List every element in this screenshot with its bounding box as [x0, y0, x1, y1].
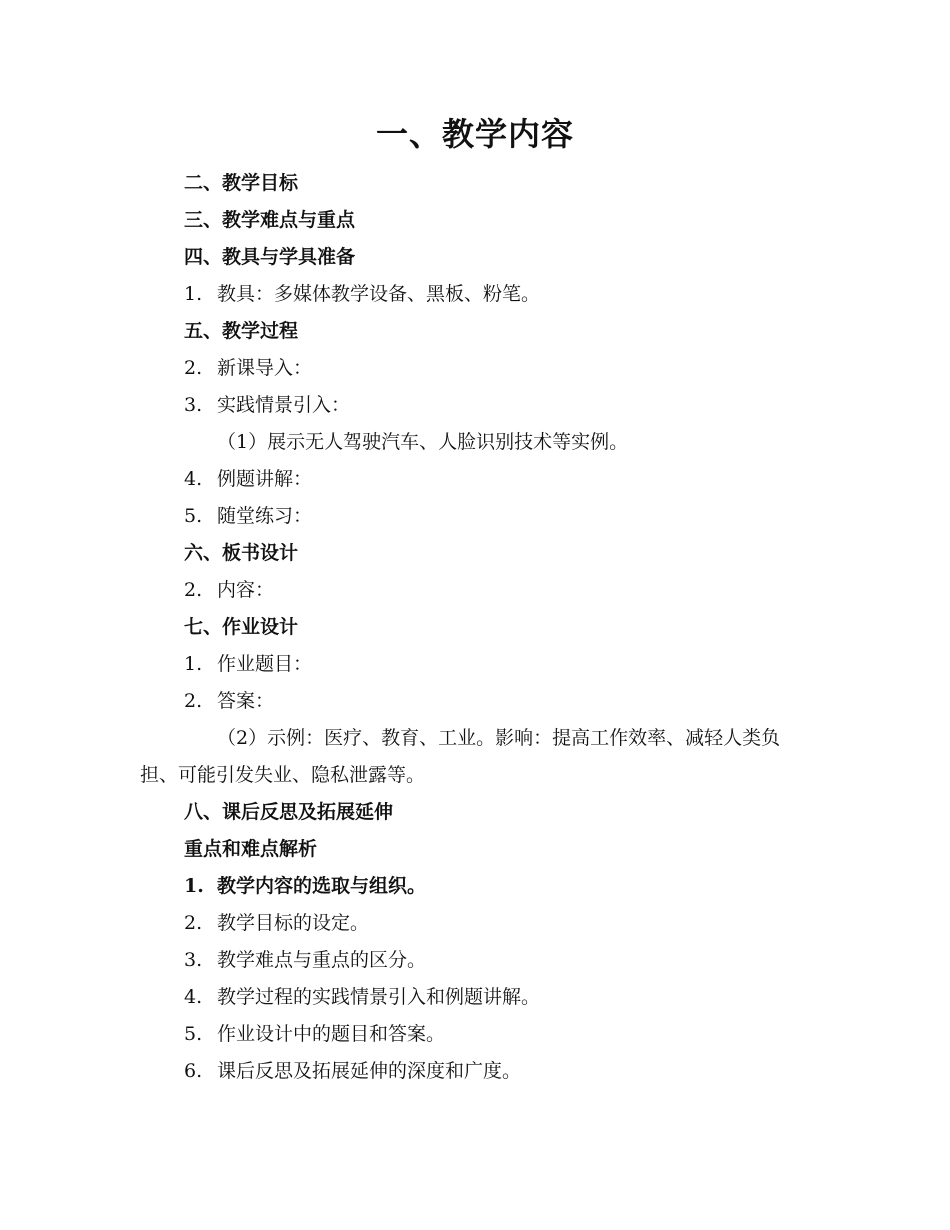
section-heading: 八、课后反思及拓展延伸 — [184, 801, 394, 823]
item-text: 教学过程的实践情景引入和例题讲解。 — [217, 986, 541, 1008]
item-text: 内容： — [217, 579, 275, 601]
section-heading: 六、板书设计 — [184, 542, 299, 564]
item-number: 5. — [184, 1023, 203, 1045]
section-heading: 五、教学过程 — [184, 320, 299, 342]
numbered-item — [140, 1016, 820, 1053]
numbered-item — [140, 1053, 820, 1090]
item-number: 2. — [184, 357, 203, 379]
item-text: 例题讲解： — [217, 468, 313, 490]
item-text: 随堂练习： — [217, 505, 313, 527]
item-text: 实践情景引入： — [217, 394, 351, 416]
item-number: 5. — [184, 505, 203, 527]
item-number: 2. — [184, 912, 203, 934]
item-number: 1. — [184, 875, 204, 897]
numbered-item — [140, 350, 820, 387]
item-number: 2. — [184, 690, 203, 712]
numbered-item — [140, 868, 820, 905]
numbered-item — [140, 979, 820, 1016]
numbered-item — [140, 646, 820, 683]
document-title: 一、教学内容 — [375, 115, 574, 153]
item-text: 作业设计中的题目和答案。 — [217, 1023, 446, 1045]
item-number: 1. — [184, 283, 203, 305]
sub-item: （1）展示无人驾驶汽车、人脸识别技术等实例。 — [217, 431, 629, 453]
numbered-item — [140, 905, 820, 942]
item-text: 教具：多媒体教学设备、黑板、粉笔。 — [217, 283, 541, 305]
item-number: 1. — [184, 653, 203, 675]
item-number: 6. — [184, 1060, 203, 1082]
item-number: 2. — [184, 579, 203, 601]
numbered-item — [140, 942, 820, 979]
item-text: 教学难点与重点的区分。 — [217, 949, 427, 971]
document-body — [140, 165, 820, 1090]
section-heading: 重点和难点解析 — [184, 838, 318, 860]
item-text: 教学内容的选取与组织。 — [217, 875, 427, 897]
numbered-item — [140, 387, 820, 424]
item-number: 4. — [184, 986, 203, 1008]
item-text: 新课导入： — [217, 357, 313, 379]
item-number: 3. — [184, 394, 203, 416]
item-number: 4. — [184, 468, 203, 490]
item-text: 课后反思及拓展延伸的深度和广度。 — [217, 1060, 522, 1082]
numbered-item — [140, 572, 820, 609]
numbered-item — [140, 683, 820, 720]
item-text: 教学目标的设定。 — [217, 912, 370, 934]
paragraph: （2）示例：医疗、教育、工业。影响：提高工作效率、减轻人类负担、可能引发失业、隐私泄露等。 — [140, 727, 781, 786]
numbered-item — [140, 461, 820, 498]
item-number: 3. — [184, 949, 203, 971]
section-heading: 四、教具与学具准备 — [184, 246, 356, 268]
numbered-item — [140, 498, 820, 535]
item-text: 答案： — [217, 690, 275, 712]
section-heading: 七、作业设计 — [184, 616, 299, 638]
section-heading: 三、教学难点与重点 — [184, 209, 356, 231]
section-heading: 二、教学目标 — [184, 172, 299, 194]
item-text: 作业题目： — [217, 653, 313, 675]
numbered-item — [140, 276, 820, 313]
